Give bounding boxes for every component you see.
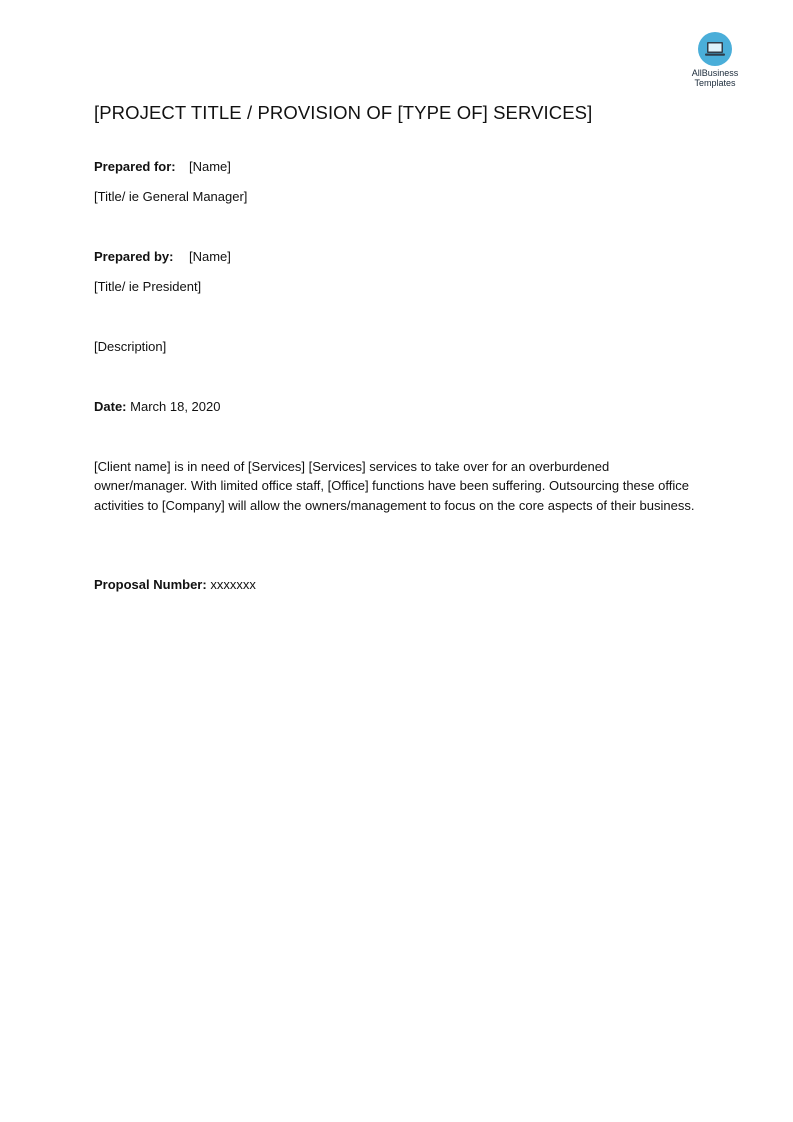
logo-text-line1: AllBusiness [691, 68, 739, 78]
prepared-for-row [94, 157, 231, 176]
logo-text-line2: Templates [694, 78, 736, 88]
document-content [94, 100, 706, 592]
document-title: [PROJECT TITLE / PROVISION OF [TYPE OF] SERVICES] [94, 102, 593, 123]
proposal-number-row [94, 575, 256, 594]
date-label: Date: [94, 399, 127, 414]
prepared-by-name: [Name] [189, 249, 231, 264]
prepared-for-label: Prepared for: [94, 159, 176, 174]
logo-badge [698, 32, 732, 66]
prepared-by-label: Prepared by: [94, 249, 174, 264]
laptop-icon [698, 32, 732, 66]
proposal-number-label: Proposal Number: [94, 577, 207, 592]
date-row [94, 397, 220, 416]
proposal-number-value: xxxxxxx [210, 577, 256, 592]
prepared-by-title: [Title/ ie President] [94, 279, 202, 294]
date-value: March 18, 2020 [130, 399, 221, 414]
prepared-for-title: [Title/ ie General Manager] [94, 189, 248, 204]
description: [Description] [94, 339, 167, 354]
prepared-by-row [94, 247, 231, 266]
allbusiness-logo [676, 32, 754, 88]
prepared-for-name: [Name] [189, 159, 231, 174]
body-paragraph: [Client name] is in need of [Services] [Services] services to take over for an overburdened owner/manager. With limited office staff, [Office] functions have been suffering. Outsourcing these office activities to [Company] will allow the owners/management to focus on the core aspects of their business. [94, 459, 695, 513]
